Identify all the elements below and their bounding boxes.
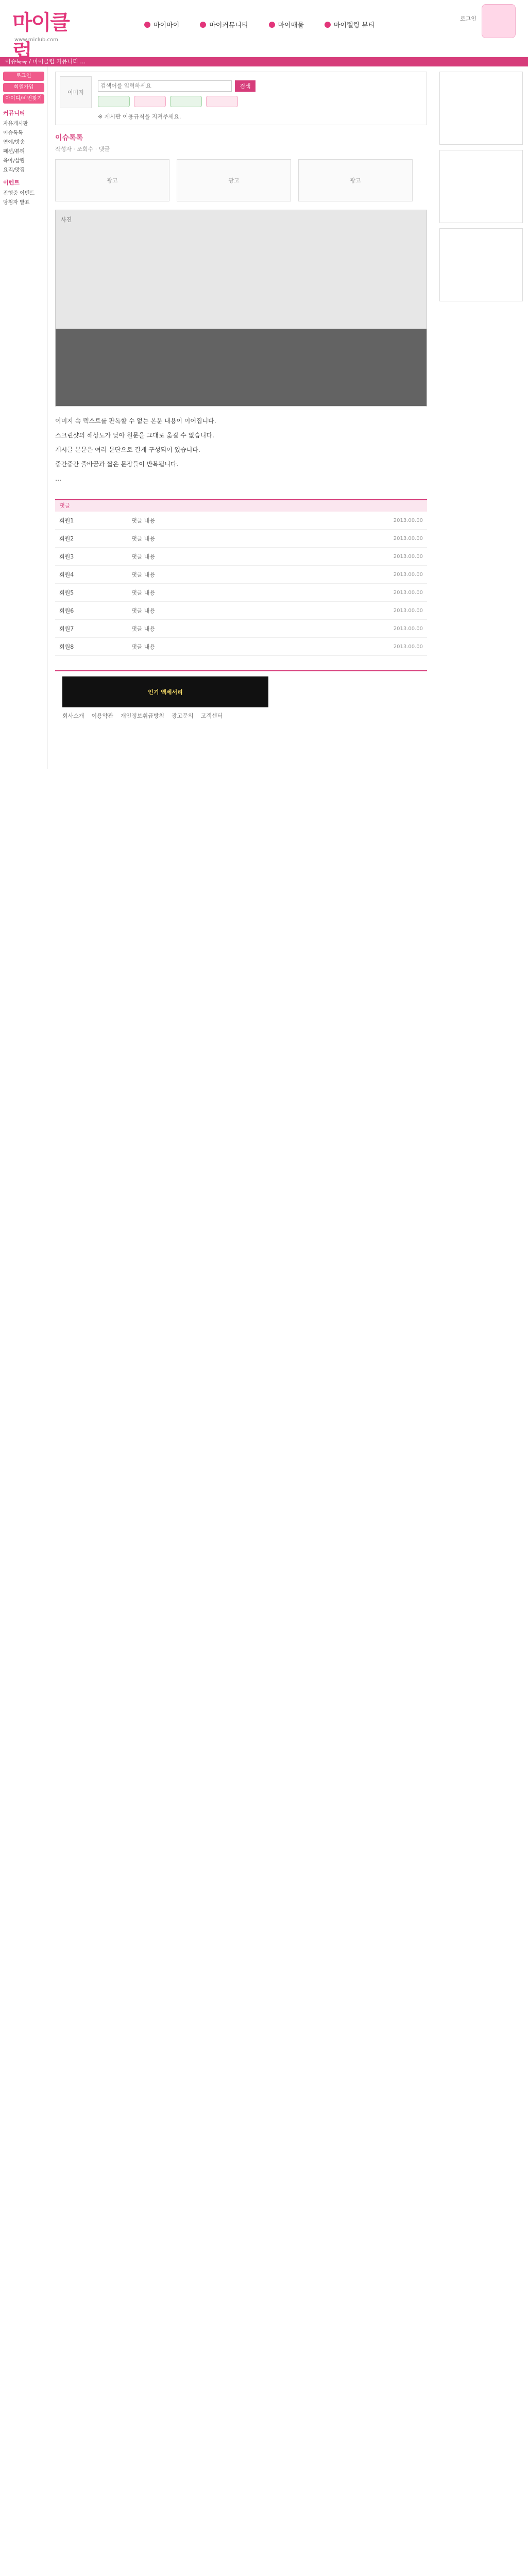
right-widget[interactable] xyxy=(439,72,523,145)
comment-row xyxy=(55,512,427,530)
comment-author[interactable]: 회원6 xyxy=(59,607,74,614)
comments-header: 댓글 xyxy=(55,499,427,512)
left-sidebar xyxy=(0,66,48,769)
comment-author[interactable]: 회원5 xyxy=(59,589,74,596)
info-body xyxy=(98,76,422,121)
comment-author[interactable]: 회원8 xyxy=(59,643,74,650)
comment-text: 댓글 내용 xyxy=(131,517,156,524)
post-paragraph: 게시글 본문은 여러 문단으로 길게 구성되어 있습니다. xyxy=(55,446,200,453)
badge[interactable] xyxy=(170,96,202,107)
comment-text: 댓글 내용 xyxy=(131,535,156,542)
comment-row xyxy=(55,584,427,602)
right-widget[interactable] xyxy=(439,150,523,223)
dot-icon xyxy=(200,22,206,28)
comment-date: 2013.00.00 xyxy=(393,553,423,560)
ad-slot[interactable]: 광고 xyxy=(298,159,413,201)
comments-section xyxy=(55,499,427,656)
sidebar-link[interactable]: 진행중 이벤트 xyxy=(3,191,35,196)
comment-row xyxy=(55,548,427,566)
signup-button[interactable]: 회원가입 xyxy=(3,83,44,92)
post-paragraph: 이미지 속 텍스트를 판독할 수 없는 본문 내용이 이어집니다. xyxy=(55,417,216,425)
comment-row xyxy=(55,602,427,620)
comment-author[interactable]: 회원2 xyxy=(59,535,74,542)
login-link[interactable]: 로그인 xyxy=(460,15,476,22)
nav-label: 마이텔링 뷰티 xyxy=(333,22,375,29)
ad-slot[interactable]: 광고 xyxy=(55,159,169,201)
comment-row xyxy=(55,566,427,584)
post-paragraph: 중간중간 줄바꿈과 짧은 문장들이 반복됩니다. xyxy=(55,461,179,468)
article-meta: 작성자 · 조회수 · 댓글 xyxy=(55,146,110,152)
nav-item-3[interactable] xyxy=(269,20,304,29)
right-sidebar xyxy=(434,66,528,769)
dot-icon xyxy=(325,22,331,28)
footer-link[interactable]: 개인정보취급방침 xyxy=(121,713,165,719)
sidebar-link[interactable]: 이슈톡톡 xyxy=(3,130,23,136)
comment-row xyxy=(55,638,427,656)
right-widget[interactable] xyxy=(439,228,523,301)
info-image: 이미지 xyxy=(60,76,92,108)
nav-item-2[interactable] xyxy=(200,20,248,29)
logo-tagline: www.miclub.com xyxy=(14,37,58,43)
comment-text: 댓글 내용 xyxy=(131,625,156,632)
main-content xyxy=(48,66,434,769)
comment-row xyxy=(55,530,427,548)
comment-text: 댓글 내용 xyxy=(131,643,156,650)
footer xyxy=(55,670,427,764)
post-paragraph: … xyxy=(55,475,61,482)
nav-label: 마이커뮤니티 xyxy=(209,22,248,29)
notice-text: ※ 게시판 이용규칙을 지켜주세요. xyxy=(98,113,181,120)
search-button[interactable]: 검색 xyxy=(235,80,256,92)
sidebar-link[interactable]: 당첨자 발표 xyxy=(3,200,30,206)
badge[interactable] xyxy=(98,96,130,107)
nav-label: 마이매물 xyxy=(278,22,304,29)
badge[interactable] xyxy=(206,96,238,107)
ad-slot[interactable]: 광고 xyxy=(177,159,291,201)
dot-icon xyxy=(144,22,150,28)
nav-label: 마이마이 xyxy=(154,22,180,29)
sidebar-link[interactable]: 요리/맛집 xyxy=(3,167,25,173)
breadcrumb-bar: 이슈톡톡 / 마이클럽 커뮤니티 … xyxy=(0,57,528,66)
photo-label: 사진 xyxy=(61,216,72,223)
comment-date: 2013.00.00 xyxy=(393,643,423,650)
sidebar-section-title: 이벤트 xyxy=(3,179,20,186)
post-photo xyxy=(55,210,427,406)
comment-author[interactable]: 회원1 xyxy=(59,517,74,524)
dot-icon xyxy=(269,22,275,28)
info-box xyxy=(55,72,427,125)
comment-author[interactable]: 회원4 xyxy=(59,571,74,578)
comment-date: 2013.00.00 xyxy=(393,535,423,541)
post-body xyxy=(55,416,426,484)
sidebar-link[interactable]: 연예/방송 xyxy=(3,140,25,145)
nav-item-4[interactable] xyxy=(325,20,374,29)
footer-link[interactable]: 이용약관 xyxy=(91,713,114,719)
comment-row xyxy=(55,620,427,638)
comment-author[interactable]: 회원7 xyxy=(59,625,74,632)
search-row xyxy=(98,80,422,92)
footer-links xyxy=(62,711,420,720)
sidebar-link[interactable]: 육아/살림 xyxy=(3,158,25,164)
ad-row xyxy=(55,159,427,201)
search-input[interactable] xyxy=(98,80,232,92)
avatar[interactable] xyxy=(482,4,516,38)
comment-author[interactable]: 회원3 xyxy=(59,553,74,560)
post-paragraph: 스크린샷의 해상도가 낮아 원문을 그대로 옮길 수 없습니다. xyxy=(55,432,214,439)
page-layout xyxy=(0,66,528,769)
comment-text: 댓글 내용 xyxy=(131,571,156,578)
comment-text: 댓글 내용 xyxy=(131,553,156,560)
sidebar-link[interactable]: 자유게시판 xyxy=(3,121,28,127)
nav-item-1[interactable] xyxy=(144,20,179,29)
footer-banner[interactable]: 인기 액세서리 xyxy=(62,676,268,707)
page-title: 이슈톡톡 xyxy=(55,134,83,142)
comment-date: 2013.00.00 xyxy=(393,517,423,523)
footer-link[interactable]: 고객센터 xyxy=(200,713,223,719)
login-button[interactable]: 로그인 xyxy=(3,72,44,81)
badge-row xyxy=(98,96,422,107)
footer-link[interactable]: 회사소개 xyxy=(62,713,84,719)
comment-date: 2013.00.00 xyxy=(393,571,423,578)
badge[interactable] xyxy=(134,96,166,107)
comment-text: 댓글 내용 xyxy=(131,607,156,614)
logo-text: 마이클럽 xyxy=(12,10,69,64)
comment-text: 댓글 내용 xyxy=(131,589,156,596)
footer-link[interactable]: 광고문의 xyxy=(172,713,194,719)
comment-date: 2013.00.00 xyxy=(393,625,423,632)
sidebar-section-title: 커뮤니티 xyxy=(3,110,25,116)
comment-date: 2013.00.00 xyxy=(393,607,423,614)
comment-date: 2013.00.00 xyxy=(393,589,423,596)
top-nav xyxy=(144,20,374,29)
sidebar-link[interactable]: 패션/뷰티 xyxy=(3,149,25,155)
photo-crowd xyxy=(56,329,427,406)
find-account-button[interactable]: 아이디/비번찾기 xyxy=(3,94,44,104)
